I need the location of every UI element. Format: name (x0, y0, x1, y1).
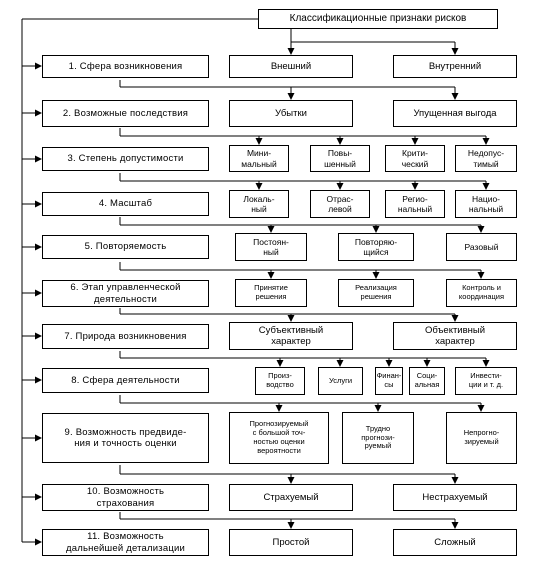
value-box-4-4: Нацио- нальный (455, 190, 517, 218)
value-box-1-2: Внутренний (393, 55, 517, 78)
value-box-11-1: Простой (229, 529, 353, 556)
criterion-box-1: 1. Сфера возникновения (42, 55, 209, 78)
value-box-8-2: Услуги (318, 367, 363, 395)
value-box-5-2: Повторяю- щийся (338, 233, 414, 261)
value-box-7-2: Объективный характер (393, 322, 517, 350)
criterion-box-11: 11. Возможность дальнейшей детализации (42, 529, 209, 556)
criterion-box-4: 4. Масштаб (42, 192, 209, 216)
value-box-9-1: Прогнозируемый с большой точ- ностью оценки вероятности (229, 412, 329, 464)
value-box-5-3: Разовый (446, 233, 517, 261)
value-box-3-2: Повы- шенный (310, 145, 370, 172)
value-box-10-2: Нестрахуемый (393, 484, 517, 511)
value-box-11-2: Сложный (393, 529, 517, 556)
value-box-2-1: Убытки (229, 100, 353, 127)
criterion-box-9: 9. Возможность предвиде- ния и точность оценки (42, 413, 209, 463)
value-box-1-1: Внешний (229, 55, 353, 78)
value-box-6-3: Контроль и координация (446, 279, 517, 307)
value-box-7-1: Субъективный характер (229, 322, 353, 350)
criterion-box-2: 2. Возможные последствия (42, 100, 209, 127)
value-box-6-1: Принятие решения (235, 279, 307, 307)
criterion-box-3: 3. Степень допустимости (42, 147, 209, 171)
criterion-box-6: 6. Этап управленческой деятельности (42, 280, 209, 307)
value-box-9-3: Непрогно- зируемый (446, 412, 517, 464)
value-box-2-2: Упущенная выгода (393, 100, 517, 127)
criterion-box-8: 8. Сфера деятельности (42, 368, 209, 393)
value-box-3-1: Мини- мальный (229, 145, 289, 172)
value-box-8-5: Инвести- ции и т. д. (455, 367, 517, 395)
value-box-9-2: Трудно прогнози- руемый (342, 412, 414, 464)
value-box-3-4: Недопус- тимый (455, 145, 517, 172)
value-box-3-3: Крити- ческий (385, 145, 445, 172)
value-box-8-3: Финан- сы (375, 367, 403, 395)
title-box: Классификационные признаки рисков (258, 9, 498, 29)
value-box-5-1: Постоян- ный (235, 233, 307, 261)
value-box-4-1: Локаль- ный (229, 190, 289, 218)
value-box-4-3: Регио- нальный (385, 190, 445, 218)
value-box-8-4: Соци- альная (409, 367, 445, 395)
value-box-4-2: Отрас- левой (310, 190, 370, 218)
value-box-6-2: Реализация решения (338, 279, 414, 307)
value-box-8-1: Произ- водство (255, 367, 305, 395)
criterion-box-5: 5. Повторяемость (42, 235, 209, 259)
criterion-box-10: 10. Возможность страхования (42, 484, 209, 511)
value-box-10-1: Страхуемый (229, 484, 353, 511)
criterion-box-7: 7. Природа возникновения (42, 324, 209, 349)
